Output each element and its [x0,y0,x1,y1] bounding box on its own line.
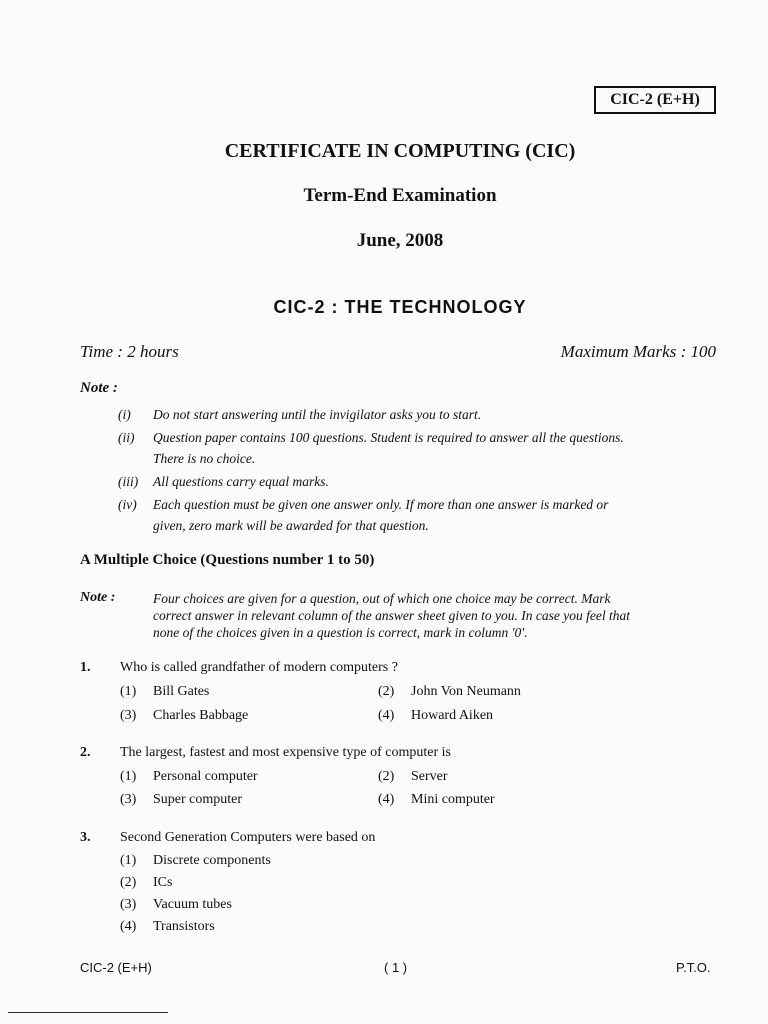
note-item-text: given, zero mark will be awarded for that question. [153,518,429,533]
section-note-text [153,590,720,641]
option-number: (4) [120,919,137,934]
section-note-line: correct answer in relevant column of the answer sheet given to you. In case you feel that [153,608,631,623]
note-item-number: (iv) [118,497,137,512]
option-number: (4) [378,792,395,807]
footer-pto: P.T.O. [676,960,711,975]
footer-paper-code: CIC-2 (E+H) [80,960,152,975]
option-text: Mini computer [411,792,495,807]
section-title: A Multiple Choice (Questions number 1 to 50) [80,552,375,568]
note-item-number: (iii) [118,474,139,489]
option-number: (3) [120,897,137,912]
note-item-text: All questions carry equal marks. [153,474,329,489]
note-heading: Note : [80,380,118,396]
section-note-line: none of the choices given in a question is correct, mark in column '0'. [153,625,528,640]
question-text: The largest, fastest and most expensive type of computer is [120,745,451,760]
option-number: (1) [120,769,137,784]
paper-code-box: CIC-2 (E+H) [594,86,716,114]
section-note-heading: Note : [80,590,116,605]
option-text: Bill Gates [153,684,210,699]
option-text: Charles Babbage [153,708,249,723]
option-number: (4) [378,708,395,723]
option-text: Transistors [153,919,215,934]
option-number: (1) [120,853,137,868]
option-text: Super computer [153,792,243,807]
option-number: (3) [120,708,137,723]
option-text: Personal computer [153,769,258,784]
note-item-text: Question paper contains 100 questions. Student is required to answer all the questions. [153,430,624,445]
option-text: Discrete components [153,853,271,868]
exam-title: Term-End Examination [303,185,497,206]
note-item-text: Do not start answering until the invigilator asks you to start. [153,407,482,422]
footer-page-number: ( 1 ) [384,960,408,975]
option-number: (1) [120,684,137,699]
note-item-text: There is no choice. [153,451,256,466]
bottom-divider [8,1012,168,1013]
note-item-number: (i) [118,407,131,422]
option-text: Vacuum tubes [153,897,232,912]
question-text: Who is called grandfather of modern computers ? [120,660,398,675]
option-text: Howard Aiken [411,708,494,723]
option-number: (3) [120,792,137,807]
option-number: (2) [378,684,395,699]
question-number: 3. [80,830,91,845]
maximum-marks: Maximum Marks : 100 [560,342,716,361]
note-item-number: (ii) [118,430,135,445]
section-note-line: Four choices are given for a question, out of which one choice may be correct. Mark [153,591,611,606]
question-number: 1. [80,660,91,675]
option-text: John Von Neumann [411,684,521,699]
course-title: CERTIFICATE IN COMPUTING (CIC) [224,140,576,162]
subject-title: CIC-2 : THE TECHNOLOGY [273,297,527,317]
time-allowed: Time : 2 hours [80,342,179,361]
option-number: (2) [120,875,137,890]
option-text: ICs [153,875,173,890]
note-item-text: Each question must be given one answer only. If more than one answer is marked or [153,497,609,512]
question-text: Second Generation Computers were based on [120,830,376,845]
option-number: (2) [378,769,395,784]
exam-date: June, 2008 [356,230,444,251]
question-number: 2. [80,745,91,760]
option-text: Server [411,769,448,784]
